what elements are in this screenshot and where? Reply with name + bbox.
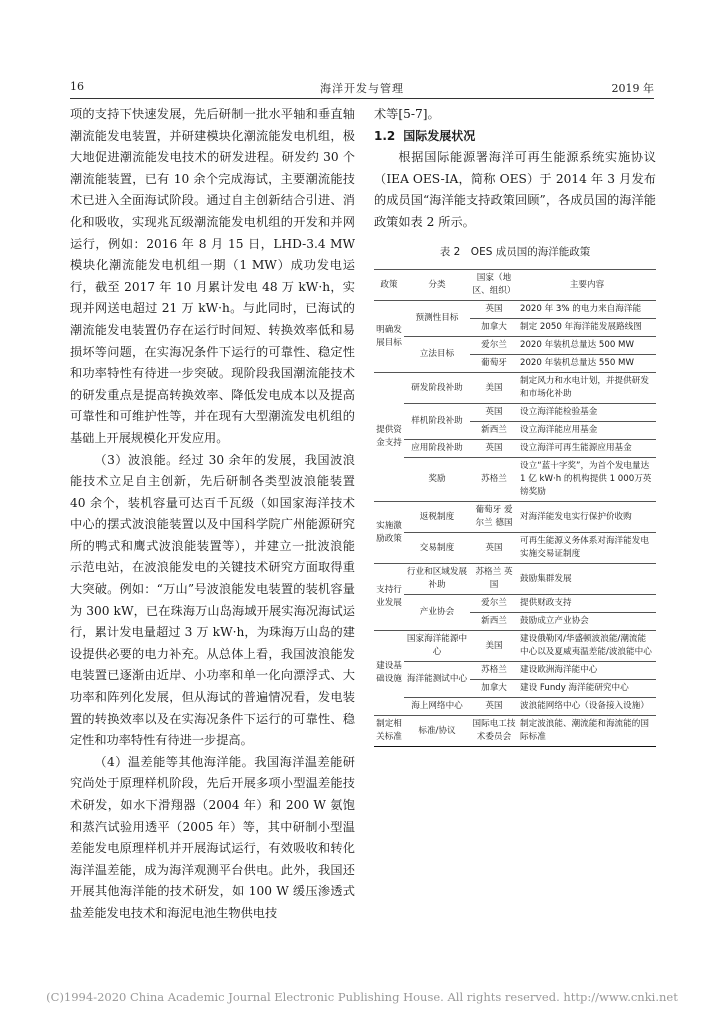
country-cell: 爱尔兰: [470, 337, 518, 355]
table-header-row: [374, 270, 656, 301]
content-cell: 2020 年 3% 的电力来自海洋能: [518, 301, 656, 319]
table-caption: 表 2 OES 成员国的海洋能政策: [439, 245, 591, 258]
country-cell: 苏格兰: [470, 662, 518, 680]
content-cell: 提供财政支持: [518, 595, 656, 613]
category-cell: 研发阶段补助: [404, 373, 470, 404]
content-cell: 制定波浪能、潮流能和海流能的国际标准: [518, 716, 656, 747]
table-row: [374, 337, 656, 355]
content-cell: 制定 2050 年海洋能发展路线图: [518, 319, 656, 337]
content-cell: 设立“蓝十字奖”，为首个发电量达 1 亿 kW·h 的机构提供 1 000万英镑奖励: [518, 458, 656, 502]
country-cell: 新西兰: [470, 422, 518, 440]
page-header: [70, 80, 654, 98]
table-row: [374, 373, 656, 404]
content-cell: 鼓励成立产业协会: [518, 613, 656, 631]
country-cell: 苏格兰 英国: [470, 564, 518, 595]
table-row: [374, 631, 656, 662]
content-cell: 波浪能网络中心（设备接入设施）: [518, 698, 656, 716]
country-cell: 新西兰: [470, 613, 518, 631]
table-row: [374, 533, 656, 564]
content-cell: 可再生能源义务体系对海洋能发电实施交易证制度: [518, 533, 656, 564]
category-cell: 国家海洋能源中心: [404, 631, 470, 662]
content-cell: 制定风力和水电计划，并提供研发和市场化补助: [518, 373, 656, 404]
table-row: [374, 595, 656, 613]
table-row: [374, 301, 656, 319]
country-cell: 美国: [470, 631, 518, 662]
policy-cell: 制定相关标准: [374, 716, 404, 747]
page-number: 16: [70, 80, 84, 93]
policy-cell: 提供资金支持: [374, 373, 404, 502]
section-paragraph: 根据国际能源署海洋可再生能源系统实施协议（IEA OES-IA，简称 OES）于 2014 年 3 月发布的成员国“海洋能支持政策回顾”，各成员国的海洋能政策如表 2 所示。: [374, 150, 656, 229]
country-cell: 英国: [470, 440, 518, 458]
copyright-footer: (C)1994-2020 China Academic Journal Electronic Publishing House. All rights reserved. http://www.cnki.net: [46, 990, 678, 1004]
section-heading: [374, 126, 656, 148]
table-row: [374, 404, 656, 422]
category-cell: 产业协会: [404, 595, 470, 631]
content-cell: 2020 年装机总量达 500 MW: [518, 337, 656, 355]
country-cell: 英国: [470, 533, 518, 564]
journal-name: 海洋开发与管理: [320, 82, 404, 95]
section-number: 1.2: [374, 128, 396, 143]
header-country: 国家（地区、组织）: [470, 270, 518, 301]
country-cell: 苏格兰: [470, 458, 518, 502]
table-row: [374, 662, 656, 680]
table-row: [374, 440, 656, 458]
paragraph-wave: （3）波浪能。经过 30 余年的发展，我国波浪能技术立足自主创新，先后研制各类型波浪能装置 40 余个，装机容量可达百千瓦级（如国家海洋技术中心的摆式波浪能装置以及中国科学院广州能源研究所的鸭式和鹰式波浪能装置等），并建立一批波浪能示范电站，在波浪能发电的关键技术研究方面取得重大突破。例如：“万山”号波浪能发电装置的装机容量为 300 kW，已在珠海万山岛海域开展实海况海试运行，累计发电量超过 3 万 kW·h，为珠海万山岛的建设提供必要的电力补充。从总体上看，我国波浪能发电装置已逐渐由近岸、小功率和单一化向漂浮式、大功率和阵列化发展，但从海试的普遍情况看，发电装置的转换效率以及在实海况条件下运行的可靠性、稳定性和功率特性有待进一步提高。: [70, 452, 355, 748]
policy-cell: 支持行业发展: [374, 564, 404, 631]
category-cell: 预测性目标: [404, 301, 470, 337]
right-column: [374, 104, 656, 747]
header-content: 主要内容: [518, 270, 656, 301]
publication-year: 2019 年: [611, 82, 654, 95]
country-cell: 英国: [470, 698, 518, 716]
category-cell: 奖励: [404, 458, 470, 502]
category-cell: 交易制度: [404, 533, 470, 564]
country-cell: 加拿大: [470, 680, 518, 698]
header-policy: 政策: [374, 270, 404, 301]
paragraph-thermal: （4）温差能等其他海洋能。我国海洋温差能研究尚处于原理样机阶段，先后开展多项小型温差能技术研发，如水下滑翔器（2004 年）和 200 W 氨饱和蒸汽试验用透平（2005 年）等，其中研制小型温差能发电原理样机并开展海试运行，有效吸收和转化海洋温差能，成为海洋观测平台供电。此外，我国还开展其他海洋能的技术研发，如 100 W 缓压渗透式盐差能发电技术和海泥电池生物供电技: [70, 754, 355, 920]
category-cell: 行业和区域发展补助: [404, 564, 470, 595]
content-cell: 建设俄勒冈/华盛顿波浪能/潮流能中心以及夏威夷温差能/波浪能中心: [518, 631, 656, 662]
table-row: [374, 502, 656, 533]
table-row: [374, 458, 656, 502]
category-cell: 海洋能测试中心: [404, 662, 470, 698]
content-cell: 建设 Fundy 海洋能研究中心: [518, 680, 656, 698]
category-cell: 海上网络中心: [404, 698, 470, 716]
header-category: 分类: [404, 270, 470, 301]
country-cell: 加拿大: [470, 319, 518, 337]
category-cell: 应用阶段补助: [404, 440, 470, 458]
header-divider: [70, 98, 654, 99]
paragraph-tidal: 项的支持下快速发展，先后研制一批水平轴和垂直轴潮流能发电装置，并研建模块化潮流能发电机组，极大地促进潮流能发电技术的研发进程。研发约 30 个潮流能装置，已有 10 余个完成海试，主要潮流能技术已进入全面海试阶段。通过自主创新结合引进、消化和吸收，实现兆瓦级潮流能发电机组的开发和并网运行，例如：2016 年 8 月 15 日，LHD-3.4 MW 模块化潮流能发电机组一期（1 MW）成功发电运行，截至 2017 年 10 月累计发电 48 万 kW·h，实现并网送电超过 21 万 kW·h。与此同时，已海试的潮流能发电装置仍存在运行时间短、转换效率低和易损坏等问题，在实海况条件下运行的可靠性、稳定性和功率特性有待进一步突破。现阶段我国潮流能技术的研发重点是提高转换效率、降低发电成本以及提高可靠性和可维护性等，并在现有大型潮流发电机组的基础上开展规模化开发应用。: [70, 107, 355, 445]
content-cell: 建设欧洲海洋能中心: [518, 662, 656, 680]
policy-cell: 明确发展目标: [374, 301, 404, 373]
country-cell: 葡萄牙 爱尔兰 德国: [470, 502, 518, 533]
content-cell: 对海洋能发电实行保护价收购: [518, 502, 656, 533]
content-cell: 鼓励集群发展: [518, 564, 656, 595]
category-cell: 立法目标: [404, 337, 470, 373]
left-column: [70, 104, 355, 925]
policy-table: [374, 269, 656, 747]
table-row: [374, 716, 656, 747]
country-cell: 爱尔兰: [470, 595, 518, 613]
section-title: 国际发展状况: [403, 128, 476, 143]
table-row: [374, 698, 656, 716]
policy-cell: 实施激励政策: [374, 502, 404, 564]
category-cell: 标准/协议: [404, 716, 470, 747]
content-cell: 设立海洋可再生能源应用基金: [518, 440, 656, 458]
country-cell: 葡萄牙: [470, 355, 518, 373]
table-row: [374, 564, 656, 595]
content-cell: 设立海洋能检验基金: [518, 404, 656, 422]
country-cell: 英国: [470, 404, 518, 422]
category-cell: 返税制度: [404, 502, 470, 533]
country-cell: 英国: [470, 301, 518, 319]
category-cell: 样机阶段补助: [404, 404, 470, 440]
continued-text: 术等[5-7]。: [374, 107, 440, 121]
content-cell: 设立海洋能应用基金: [518, 422, 656, 440]
country-cell: 国际电工技术委员会: [470, 716, 518, 747]
country-cell: 美国: [470, 373, 518, 404]
policy-cell: 建设基础设施: [374, 631, 404, 716]
content-cell: 2020 年装机总量达 550 MW: [518, 355, 656, 373]
